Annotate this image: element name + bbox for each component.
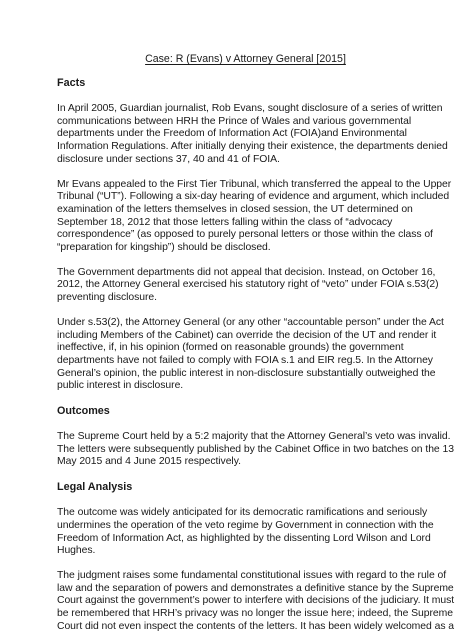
- paragraph: [57, 431, 454, 469]
- text-line: including Members of the Cabinet) can override the decision of the UT and render it: [57, 329, 437, 341]
- text-line: disclosure under sections 37, 40 and 41 of FOIA.: [57, 153, 280, 165]
- text-line: preventing disclosure.: [57, 292, 157, 304]
- text-line: be remembered that HRH’s privacy was no longer the issue here; indeed, the Supreme: [57, 608, 453, 620]
- text-line: examination of the letters themselves in closed session, the UT determined on: [57, 203, 413, 215]
- text-line: public interest in disclosure.: [57, 380, 184, 392]
- paragraph: [57, 507, 434, 558]
- text-line: The Government departments did not appeal that decision. Instead, on October 16,: [57, 266, 436, 278]
- text-line: Tribunal (“UT”). Following a six-day hearing of evidence and argument, which included: [57, 191, 450, 203]
- text-line: “preparation for kingship”) should be disclosed.: [57, 242, 271, 254]
- paragraph: [57, 178, 452, 255]
- section-heading: Facts: [57, 77, 86, 89]
- text-line: Freedom of Information Act, as highlighted by the dissenting Lord Wilson and Lord: [57, 532, 431, 544]
- text-line: departments under the Freedom of Information Act (FOIA)and Environmental: [57, 128, 407, 140]
- paragraph: [57, 316, 444, 393]
- text-line: Under s.53(2), the Attorney General (or any other “accountable person” under the Act: [57, 316, 444, 328]
- text-line: ineffective, if, in his opinion (formed on reasonable grounds) the government: [57, 342, 404, 354]
- text-line: General’s opinion, the public interest in non-disclosure substantially outweighed the: [57, 367, 436, 379]
- text-line: correspondence” (as opposed to purely personal letters or those within the class of: [57, 229, 433, 241]
- text-line: undermines the operation of the veto regime by Government in connection with the: [57, 519, 434, 531]
- text-line: The judgment raises some fundamental constitutional issues with regard to the rule of: [57, 569, 447, 581]
- paragraph: [57, 266, 439, 305]
- text-line: The Supreme Court held by a 5:2 majority that the Attorney General’s veto was invalid.: [57, 431, 451, 443]
- document-title: Case: R (Evans) v Attorney General [2015]: [145, 53, 346, 65]
- text-line: In April 2005, Guardian journalist, Rob Evans, sought disclosure of a series of written: [57, 103, 443, 114]
- section-heading: Legal Analysis: [57, 481, 133, 494]
- paragraph: [57, 569, 455, 634]
- text-line: 2012, the Attorney General exercised his statutory right of “veto” under FOIA s.53(2): [57, 279, 439, 291]
- text-line: law and the separation of powers and demonstrates a definitive stance by the Supreme: [57, 582, 454, 594]
- text-line: communications between HRH the Prince of Wales and various governmental: [57, 115, 412, 127]
- text-line: departments have not failed to comply with FOIA s.1 and EIR reg.5. In the Attorney: [57, 354, 433, 366]
- text-line: The outcome was widely anticipated for its democratic ramifications and seriously: [57, 507, 428, 519]
- text-line: September 18, 2012 that those letters falling within the class of “advocacy: [57, 216, 393, 228]
- text-line: Mr Evans appealed to the First Tier Tribunal, which transferred the appeal to the Upper: [57, 178, 452, 190]
- text-line: Court against the government’s power to interfere with decisions of the judiciary. It must: [57, 595, 455, 607]
- text-line: The letters were subsequently published by the Cabinet Office in two batches on the 13: [57, 443, 454, 455]
- section-heading: Outcomes: [57, 405, 110, 418]
- paragraph: [57, 103, 448, 167]
- text-line: Hughes.: [57, 545, 96, 557]
- document-body: [57, 77, 455, 634]
- text-line: Information Regulations. After initially denying their existence, the departments denied: [57, 141, 448, 153]
- text-line: May 2015 and 4 June 2015 respectively.: [57, 456, 241, 468]
- text-line: Court did not even inspect the contents of the letters. It has been widely welcomed as a: [57, 620, 455, 632]
